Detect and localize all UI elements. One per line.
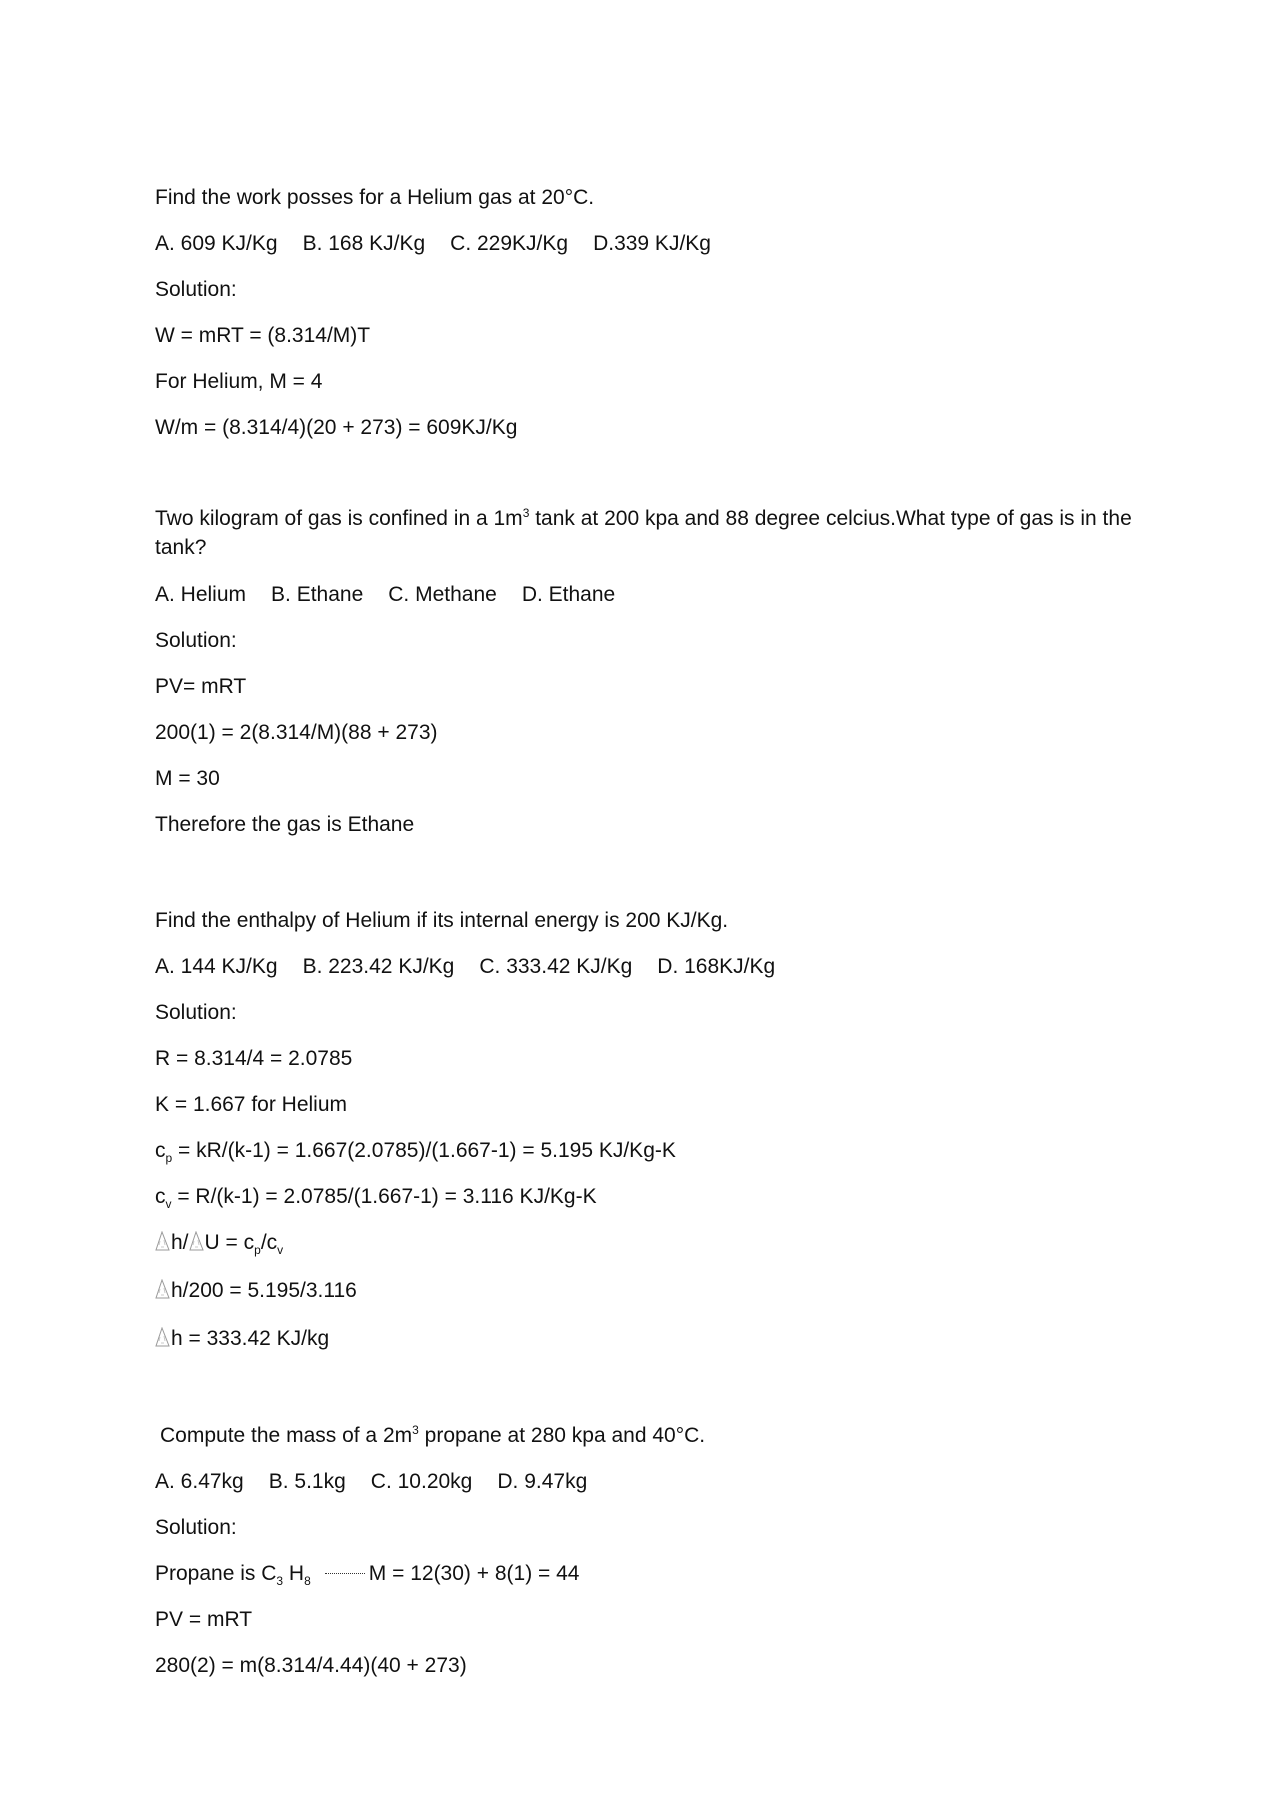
result-text: h = 333.42 KJ/kg bbox=[171, 1327, 330, 1350]
subscript: 8 bbox=[304, 1574, 311, 1589]
delta-icon bbox=[189, 1231, 204, 1251]
delta-icon bbox=[155, 1327, 170, 1347]
question-text-part: Two kilogram of gas is confined in a 1m bbox=[155, 507, 523, 530]
superscript: 3 bbox=[412, 1423, 419, 1437]
solution-step: M = 30 bbox=[155, 767, 220, 790]
choice-b: B. 223.42 KJ/Kg bbox=[302, 955, 455, 978]
solution-label: Solution: bbox=[155, 278, 237, 301]
question-text-part: tank at 200 kpa and 88 degree celcius.What type of gas is in the tank? bbox=[155, 507, 1132, 559]
propane-equation bbox=[155, 1559, 579, 1588]
choice-a: A. 144 KJ/Kg bbox=[155, 955, 278, 978]
choice-d: D. 9.47kg bbox=[497, 1470, 588, 1493]
result-equation bbox=[155, 1324, 329, 1353]
question-text: Find the work posses for a Helium gas at 20°C. bbox=[155, 186, 595, 209]
answer-choices bbox=[155, 952, 775, 981]
cv-expression: = R/(k-1) = 2.0785/(1.667-1) = 3.116 KJ/Kg-K bbox=[171, 1185, 597, 1208]
solution-step: 280(2) = m(8.314/4.44)(40 + 273) bbox=[155, 1654, 467, 1677]
solution-step: W/m = (8.314/4)(20 + 273) = 609KJ/Kg bbox=[155, 416, 518, 439]
dh-text: h/200 = 5.195/3.116 bbox=[171, 1279, 357, 1302]
question-text-part: Compute the mass of a 2m bbox=[160, 1424, 413, 1447]
subscript: v bbox=[165, 1197, 172, 1212]
question-text: Find the enthalpy of Helium if its internal energy is 200 KJ/Kg. bbox=[155, 909, 729, 932]
superscript: 3 bbox=[522, 506, 530, 520]
propane-text: H bbox=[283, 1562, 305, 1585]
choice-b: B. 168 KJ/Kg bbox=[302, 232, 426, 255]
solution-step: PV = mRT bbox=[155, 1608, 253, 1631]
ratio-text: /c bbox=[260, 1231, 278, 1254]
propane-text: Propane is C bbox=[155, 1562, 277, 1585]
delta-icon bbox=[155, 1279, 170, 1299]
choice-c: C. 10.20kg bbox=[370, 1470, 473, 1493]
solution-label: Solution: bbox=[155, 1516, 237, 1539]
choice-c: C. Methane bbox=[388, 583, 497, 606]
solution-step: For Helium, M = 4 bbox=[155, 370, 323, 393]
solution-step: R = 8.314/4 = 2.0785 bbox=[155, 1047, 353, 1070]
choice-a: A. Helium bbox=[155, 583, 247, 606]
dotted-leader bbox=[325, 1573, 365, 1574]
solution-label: Solution: bbox=[155, 1001, 237, 1024]
ratio-text: U = c bbox=[204, 1231, 255, 1254]
question-text bbox=[160, 1421, 705, 1450]
answer-choices bbox=[155, 229, 711, 258]
solution-step: PV= mRT bbox=[155, 675, 247, 698]
solution-step: 200(1) = 2(8.314/M)(88 + 273) bbox=[155, 721, 438, 744]
solution-step: K = 1.667 for Helium bbox=[155, 1093, 348, 1116]
answer-choices bbox=[155, 1467, 587, 1496]
solution-step: Therefore the gas is Ethane bbox=[155, 813, 415, 836]
solution-label: Solution: bbox=[155, 629, 237, 652]
subscript: p bbox=[254, 1243, 261, 1258]
subscript: v bbox=[277, 1243, 284, 1258]
question-text bbox=[155, 504, 1145, 562]
question-text-part: propane at 280 kpa and 40°C. bbox=[418, 1424, 706, 1447]
cp-symbol: c bbox=[155, 1139, 166, 1162]
choice-d: D.339 KJ/Kg bbox=[593, 232, 711, 255]
choice-b: B. Ethane bbox=[271, 583, 364, 606]
propane-text: M = 12(30) + 8(1) = 44 bbox=[368, 1562, 580, 1585]
cp-expression: = kR/(k-1) = 1.667(2.0785)/(1.667-1) = 5.195 KJ/Kg-K bbox=[172, 1139, 676, 1162]
subscript: 3 bbox=[276, 1574, 284, 1589]
ratio-text: h/ bbox=[171, 1231, 189, 1254]
dh-equation bbox=[155, 1276, 357, 1305]
cp-equation bbox=[155, 1136, 676, 1165]
choice-c: C. 229KJ/Kg bbox=[450, 232, 569, 255]
choice-d: D. Ethane bbox=[521, 583, 616, 606]
solution-step: W = mRT = (8.314/M)T bbox=[155, 324, 371, 347]
cv-symbol: c bbox=[155, 1185, 166, 1208]
answer-choices bbox=[155, 580, 615, 609]
choice-c: C. 333.42 KJ/Kg bbox=[479, 955, 633, 978]
choice-b: B. 5.1kg bbox=[268, 1470, 346, 1493]
choice-a: A. 609 KJ/Kg bbox=[155, 232, 278, 255]
choice-a: A. 6.47kg bbox=[155, 1470, 244, 1493]
delta-icon bbox=[155, 1231, 170, 1251]
ratio-equation bbox=[155, 1228, 283, 1257]
cv-equation bbox=[155, 1182, 597, 1211]
subscript: p bbox=[165, 1151, 173, 1166]
choice-d: D. 168KJ/Kg bbox=[657, 955, 776, 978]
